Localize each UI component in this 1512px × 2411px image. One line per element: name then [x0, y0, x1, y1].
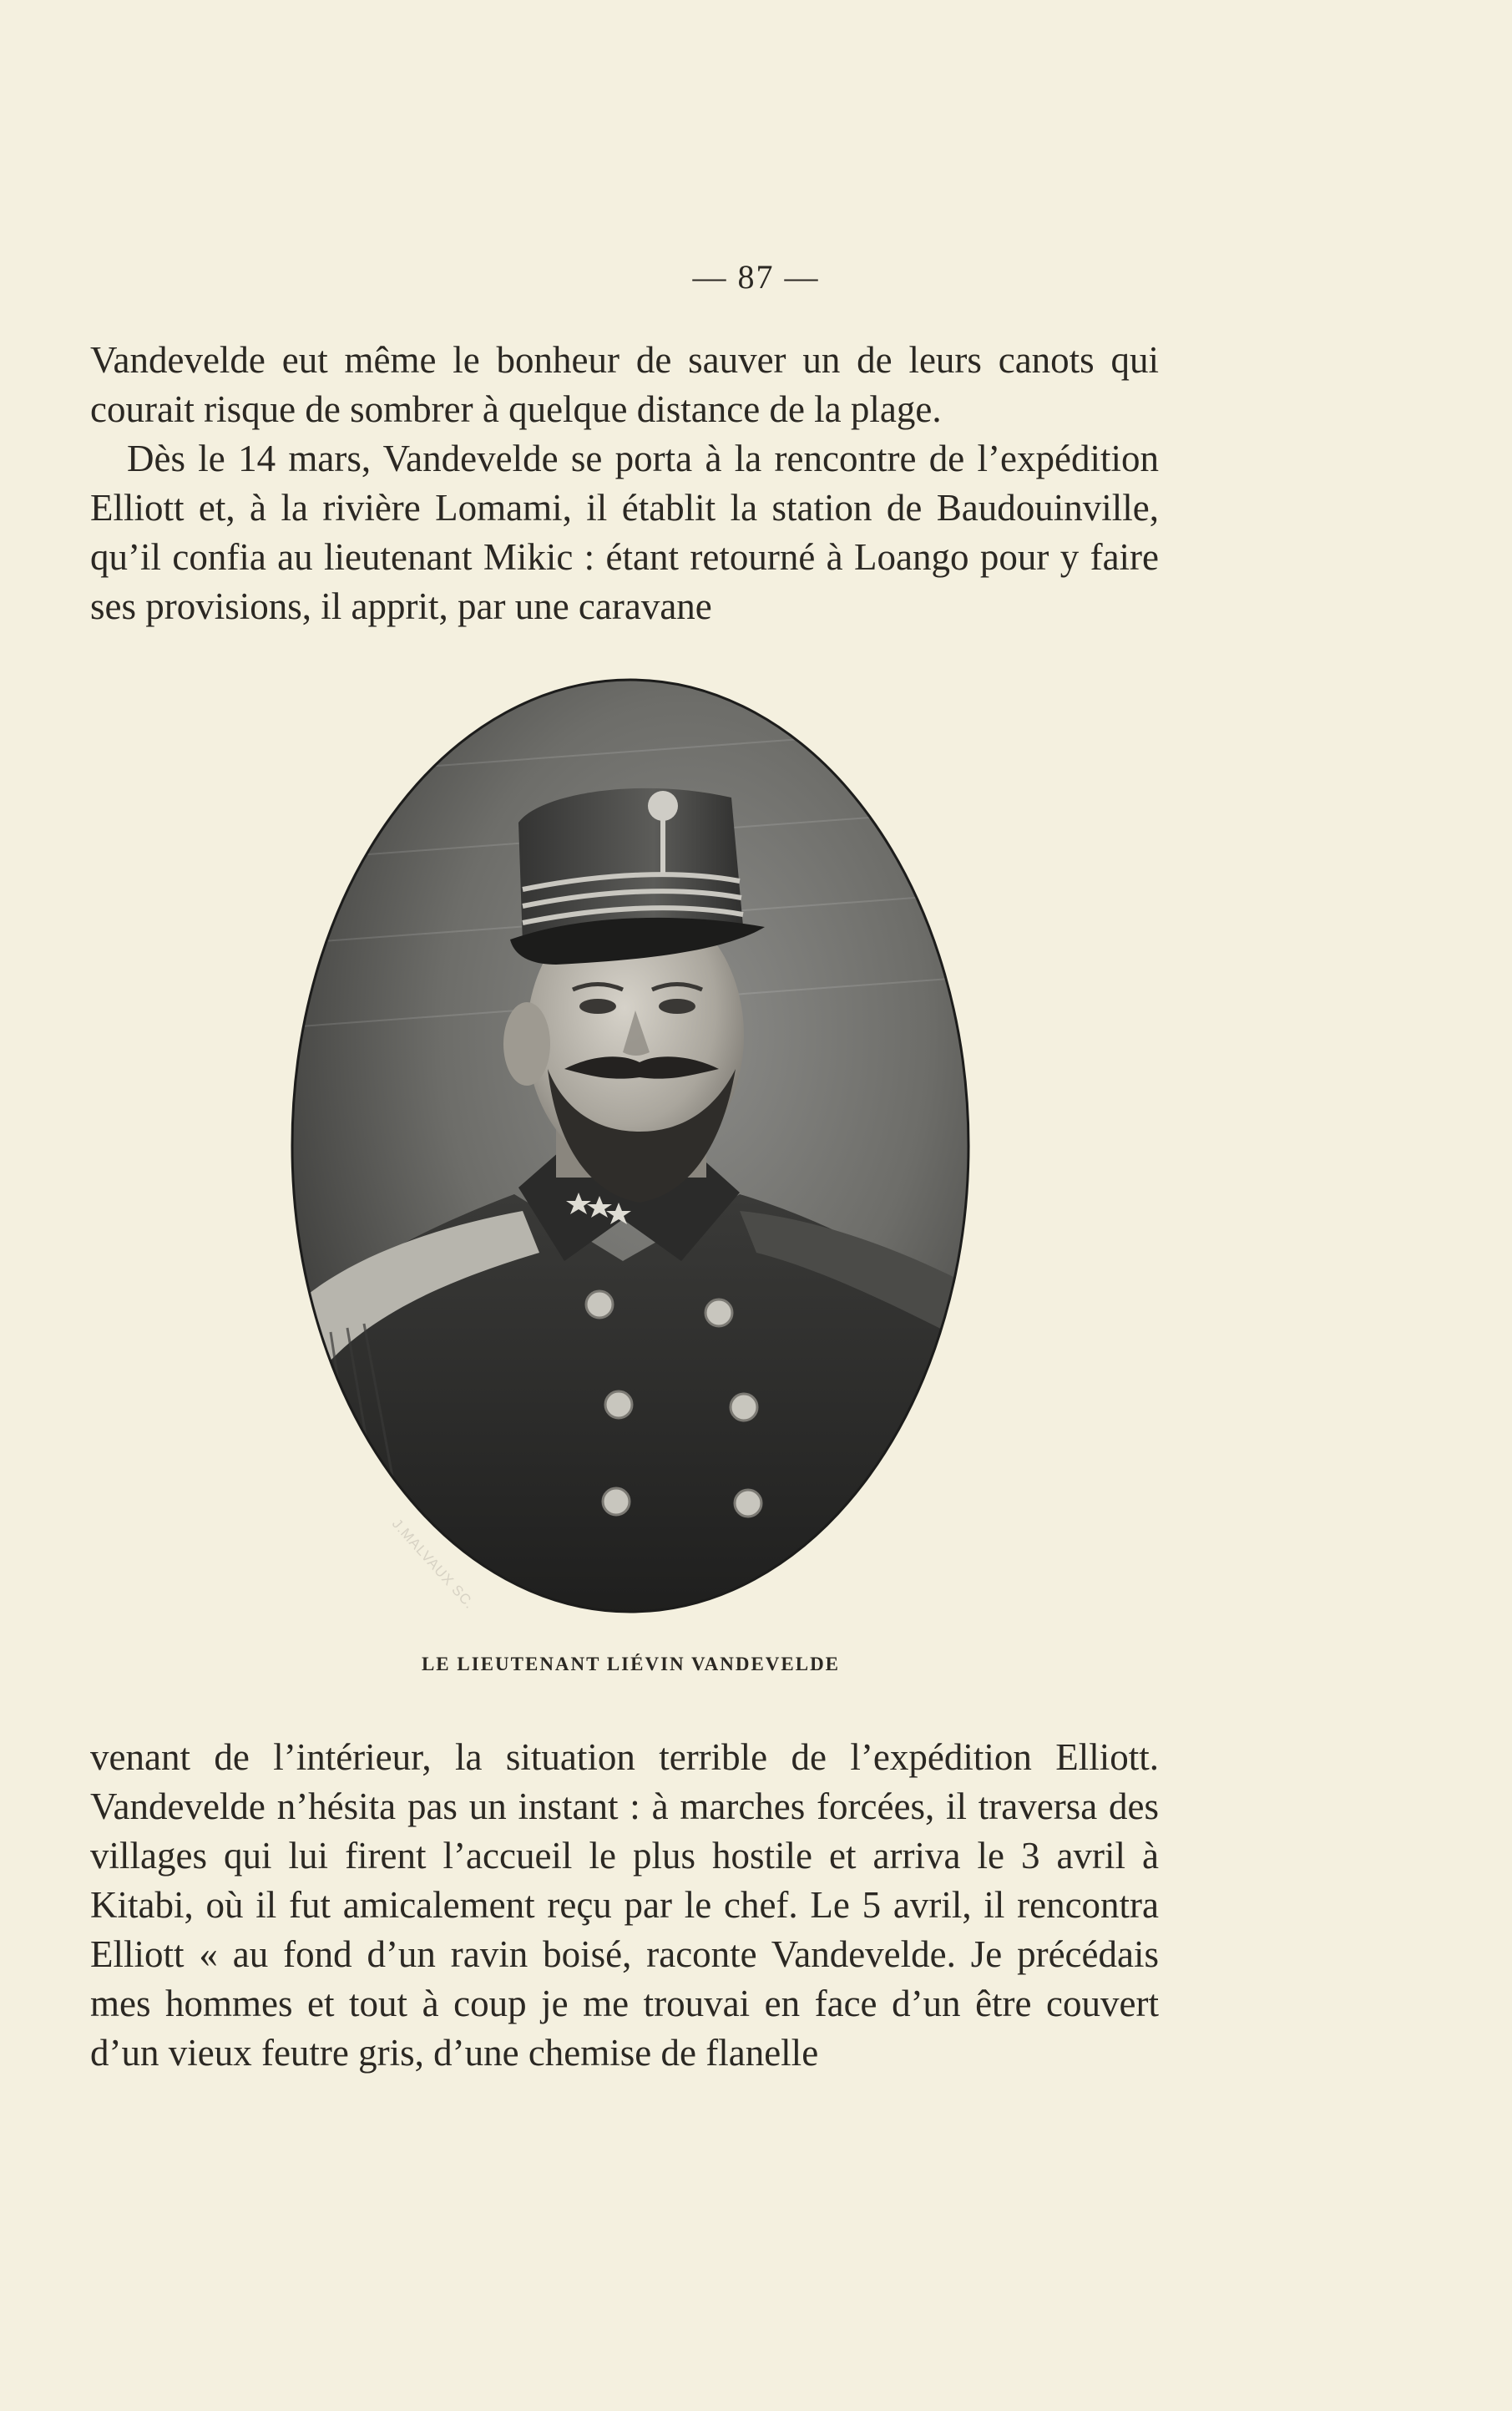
text-paragraph-1: Vandevelde eut même le bonheur de sauver un de leurs canots qui courait risque de sombrer à quelque distance de la plage.	[90, 339, 1159, 430]
portrait-caption: LE LIEUTENANT LIÉVIN VANDEVELDE	[421, 1654, 841, 1674]
portrait-illustration	[289, 676, 972, 1615]
bottom-text-block	[90, 1733, 1159, 2078]
cap-badge	[648, 791, 678, 821]
text-paragraph-3: venant de l’intérieur, la situation terrible de l’expédition Elliott. Vandevelde n’hésita pas un instant : à marches forcées, il traversa des villages qui lui firent l’accueil le plus hostile et arriva le 3 avril à Kitabi, où il fut amicalement reçu par le chef. Le 5 avril, il rencontra Elliott « au fond d’un ravin boisé, raconte Vandevelde. Je précédais mes hommes et tout à coup je me trouvai en face d’un être couvert d’un vieux feutre gris, d’une chemise de flanelle	[90, 1736, 1159, 2074]
engraver-signature: J.MALVAUX SC.	[388, 1516, 478, 1613]
text-paragraph-2: Dès le 14 mars, Vandevelde se porta à la rencontre de l’expédition Elliott et, à la rivière Lomami, il établit la station de Baudouinville, qu’il confia au lieutenant Mikic : étant retourné à Loango pour y faire ses provisions, il apprit, par une caravane	[90, 438, 1159, 627]
page-number: — 87 —	[692, 258, 820, 296]
top-text-block	[90, 336, 1159, 631]
portrait-figure	[289, 676, 972, 1615]
